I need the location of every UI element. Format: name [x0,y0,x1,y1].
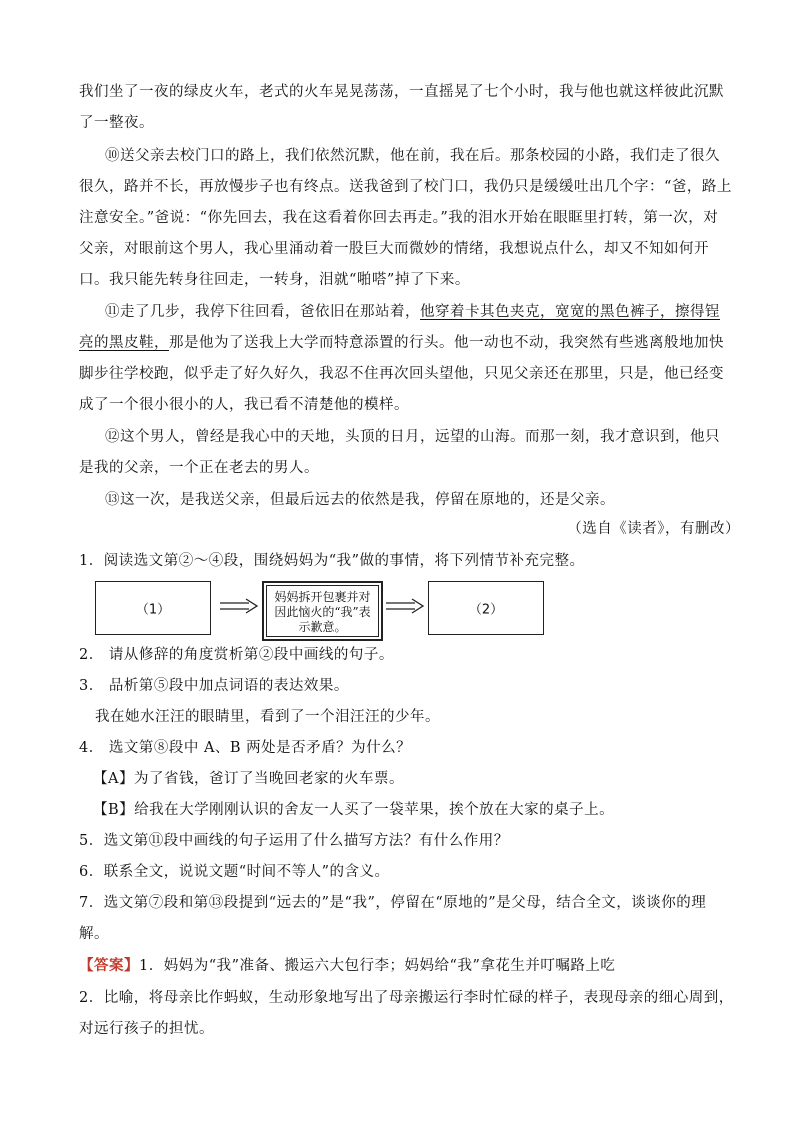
paragraph-13: ⑬这一次，是我送父亲，但最后远去的依然是我，停留在原地的，还是父亲。 [105,492,615,508]
p11-text: 那是他为了送我上大学而特意添置的行头。他一动也不动，我突然有些逃离般地加快 [169,335,724,351]
answer-1 [79,956,615,976]
question-4: 4． 选文第⑧段中 A、B 两处是否矛盾？为什么？ [79,740,412,756]
answer-tag: 【答案】 [79,957,139,974]
arrow-right-icon [219,598,259,614]
question-4-a: 【A】为了省钱，爸订了当晚回老家的火车票。 [93,771,404,787]
answer-box-1[interactable] [95,581,211,635]
box-2-label: （2） [468,602,504,618]
answer-box-2[interactable] [428,581,544,635]
question-2: 2． 请从修辞的角度赏析第②段中画线的句子。 [79,647,394,663]
passage-line: 口。我只能先转身往回走，一转身，泪就“啪嗒”掉了下来。 [79,272,470,288]
arrow-right-icon [385,598,425,614]
middle-event-box [262,581,383,641]
passage-line: 了一整夜。 [79,115,154,131]
source-citation: （选自《读者》，有删改） [567,521,740,537]
question-3: 3． 品析第⑤段中加点词语的表达效果。 [79,678,349,694]
question-7: 7．选文第⑦段和第⑬段提到“远去的”是“我”，停留在“原地的”是父母，结合全文，谈谈你的理 [79,895,707,911]
passage-line: 我们坐了一夜的绿皮火车，老式的火车晃晃荡荡，一直摇晃了七个小时，我与他也就这样彼此沉默 [79,84,724,100]
passage-line: 注意安全。”爸说：“你先回去，我在这看着你回去再走。”我的泪水开始在眼眶里打转，第一次，对 [79,210,719,226]
paragraph-11 [105,302,720,322]
middle-event-text: 妈妈拆开包裹并对因此恼火的“我”表示歉意。 [266,585,379,637]
passage-line: 成了一个很小很小的人，我已看不清楚他的模样。 [79,397,409,413]
paragraph-10: ⑩送父亲去校门口的路上，我们依然沉默，他在前，我在后。那条校园的小路，我们走了很久 [105,148,720,164]
underlined-sentence: 亮的黑皮鞋， [79,335,169,351]
question-5: 5．选文第⑪段中画线的句子运用了什么描写方法？有什么作用？ [79,833,509,849]
question-6: 6．联系全文，说说文题“时间不等人”的含义。 [79,864,390,880]
passage-line: 是我的父亲，一个正在老去的男人。 [79,460,319,476]
underlined-sentence: 他穿着卡其色夹克，宽宽的黑色裤子，擦得锃 [420,304,720,320]
answer-2: 2．比喻，将母亲比作蚂蚁，生动形象地写出了母亲搬运行李时忙碌的样子，表现母亲的细心周到， [79,990,734,1006]
question-1: 1．阅读选文第②～④段，围绕妈妈为“我”做的事情，将下列情节补充完整。 [79,553,585,569]
p11-text: ⑪走了几步，我停下往回看，爸依旧在那站着， [105,304,420,320]
passage-line [79,333,724,353]
question-4-b: 【B】给我在大学刚刚认识的舍友一人买了一袋苹果，挨个放在大家的桌子上。 [93,802,615,818]
question-7-continued: 解。 [79,926,109,942]
passage-line: 父亲，对眼前这个男人，我心里涌动着一股巨大而微妙的情绪，我想说点什么，却又不知如何开 [79,241,709,257]
paragraph-12: ⑫这个男人，曾经是我心中的天地，头顶的日月，远望的山海。而那一刻，我才意识到，他只 [105,429,720,445]
passage-line: 脚步往学校跑，似乎走了好久好久，我忍不住再次回头望他，只见父亲还在那里，只是，他已经变 [79,366,724,382]
answer-1-text: 1．妈妈为“我”准备、搬运六大包行李；妈妈给“我”拿花生并叮嘱路上吃 [139,958,616,974]
box-1-label: （1） [135,602,171,618]
question-3-quote: 我在她水汪汪的眼睛里，看到了一个泪汪汪的少年。 [95,709,440,725]
passage-line: 很久，路并不长，再放慢步子也有终点。送我爸到了校门口，我仍只是缓缓吐出几个字：“爸，路上 [79,179,732,195]
answer-2-continued: 对远行孩子的担忧。 [79,1021,214,1037]
